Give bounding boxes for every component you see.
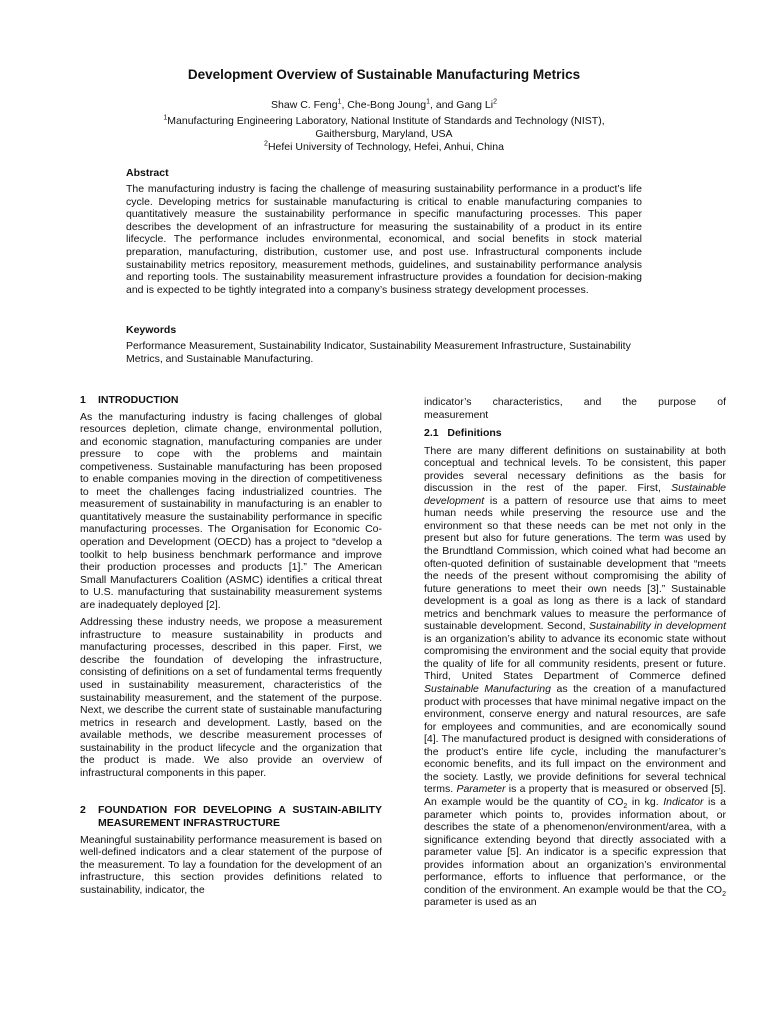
keywords-text: Performance Measurement, Sustainability Indicator, Sustainability Measurement Infrastructure, Sustainability Metrics, and Sustainable Manufacturing. [126, 340, 631, 365]
section-title: FOUNDATION FOR DEVELOPING A SUSTAIN-ABILITY MEASUREMENT INFRASTRUCTURE [98, 804, 382, 829]
subscript: 2 [722, 890, 726, 898]
affiliation-1 [0, 115, 768, 128]
text-run: in kg. [627, 795, 664, 808]
author-name: , Che-Bong Joung [341, 99, 427, 111]
text-run: is a pattern of resource use that aims to meet human needs while preserving the resource use and the environment so that these needs can be met not only in the present but also for future generations. The term was used by the Brundtland Commission, which coined what had become an often-quoted definition of sustainable development that “meets the needs of the present without compromising the ability of future generations to meet their own needs [3].” Sustainable development is a goal as long as there is a lack of standard metrics and benchmark values to measure the performance of sustainable development. Second, [424, 494, 726, 633]
left-column [80, 394, 382, 901]
paragraph: Meaningful sustainability performance measurement is based on well-defined indicators and a clear statement of the purpose of the measurement. To lay a foundation for the development of an infrastructure, this section provides definitions related to sustainability, indicator, the [80, 833, 382, 896]
author-superscript: 2 [493, 98, 497, 106]
section-title: INTRODUCTION [98, 394, 179, 406]
text-run: parameter is used as an [424, 896, 537, 909]
text-run: is a property that is measured or observed [5]. An example would be the quantity of CO [424, 783, 726, 808]
subsection-number: 2.1 [424, 427, 439, 440]
keywords-heading: Keywords [126, 324, 177, 336]
subsection-2-1-heading [424, 427, 726, 440]
affiliation-line: Hefei University of Technology, Hefei, Anhui, China [267, 141, 504, 153]
text-run: is a parameter which points to, provides information about, or describes the state of a phenomenon/environment/area, with a significance extending beyond that directly associated with a parameter value [5]. An indicator is a specific expression that provides information about an organization’s environmental performance, efforts to influence that performance, or the condition of the environment. An example would be that the CO [424, 795, 727, 896]
section-1-heading [80, 394, 382, 407]
text-run: There are many different definitions on sustainability at both conceptual and technical levels. To be consistent, this paper provides several necessary definitions as the basis for discussion in the rest of the paper. First, [424, 444, 726, 495]
affiliation-superscript: 2 [264, 140, 268, 148]
text-run: as the creation of a manufactured product with processes that have minimal negative impact on the environment, conserve energy and natural resources, are safe for employees and communities, and are economically sound [4]. The manufactured product is designed with considerations of the product’s entire life cycle, including the manufacturer’s economic benefits, and its full impact on the environment and the society. Lastly, we provide definitions for several technical terms. [424, 683, 726, 796]
defined-term: Sustainable development [424, 482, 726, 507]
paper-title: Development Overview of Sustainable Manufacturing Metrics [187, 67, 581, 82]
abstract-heading: Abstract [126, 167, 169, 179]
affiliation-line: Manufacturing Engineering Laboratory, National Institute of Standards and Technology (NIST), [167, 115, 605, 127]
section-number: 1 [80, 394, 86, 406]
subscript: 2 [623, 803, 628, 811]
author-name: , and Gang Li [430, 99, 494, 111]
continued-line: measurement [424, 408, 489, 421]
affiliation-2 [0, 141, 768, 154]
continued-text [424, 396, 726, 421]
text-run: is an organization’s ability to advance its economic state without compromising the environment and the social equity that provide the quality of life for all community residents, present or future. Third, United States Department of Commerce defined [424, 632, 726, 683]
right-column [424, 396, 726, 914]
section-2-heading [80, 804, 382, 829]
section-number: 2 [80, 804, 86, 817]
paragraph: As the manufacturing industry is facing challenges of global resources depletion, climate change, environmental pollution, and economic stagnation, manufacturing companies are under pressure to cope with the problems and maintain competiveness. Sustainable manufacturing has been proposed to enable companies moving in the direction of competitiveness to meet the challenges facing industrialized countries. The measurement of sustainability in manufacturing is an enabler to quantitatively measure the sustainability performance in specific manufacturing processes. The Organisation for Economic Co-operation and Development (OECD) has a project to “develop a toolkit to help business benchmark performance and improve their production processes and products [1].” The American Small Manufacturers Coalition (ASMC) identifies a critical threat to U.S. manufacturing that sustainability measurement systems are inadequately deployed [2]. [80, 410, 382, 611]
continued-line: indicator’s characteristics, and the purpose of [424, 396, 726, 408]
affiliations [0, 115, 768, 154]
defined-term: Sustainable Manufacturing [424, 683, 551, 696]
author-superscript: 1 [337, 98, 342, 106]
subsection-title: Definitions [447, 427, 502, 440]
author-line [0, 99, 768, 112]
affiliation-1-location: Gaithersburg, Maryland, USA [315, 128, 453, 140]
defined-term: Parameter [456, 783, 506, 796]
author-superscript: 1 [426, 98, 431, 106]
paragraph: Addressing these industry needs, we propose a measurement infrastructure to measure sustainability in products and manufacturing processes, described in this paper. First, we describe the foundation of developing the infrastructure, consisting of definitions on a set of fundamental terms frequently used in sustainability measurement, characteristics of the sustainability measurement, and the statement of the purpose. Next, we describe the current state of sustainable manufacturing metrics in research and development. Lastly, based on the available methods, we describe measurement processes of sustainability in the product lifecycle and the organization that the product is made. We also provide an overview of infrastructural components in this paper. [80, 616, 382, 779]
abstract-text: The manufacturing industry is facing the challenge of measuring sustainability performance in a product’s life cycle. Developing metrics for sustainable manufacturing is critical to enable manufacturing companies to quantitatively measure the sustainability performance in specific manufacturing processes. This paper describes the development of an infrastructure for measuring the sustainability of a product in its entire lifecycle. The performance includes environmental, economical, and social benefits in stock material preparation, manufacturing, distribution, customer use, and post use. Infrastructural components include sustainability metrics repository, measurement methods, guidelines, and sustainability performance analysis and reporting tools. The sustainability measurement infrastructure provides a foundation for decision-making and is expected to be tightly integrated into a company’s business strategy development processes. [126, 183, 642, 296]
author-name: Shaw C. Feng [271, 99, 338, 111]
defined-term: Indicator [663, 795, 704, 808]
defined-term: Sustainability in development [588, 620, 727, 633]
affiliation-superscript: 1 [163, 114, 168, 122]
definitions-paragraph [424, 445, 726, 909]
